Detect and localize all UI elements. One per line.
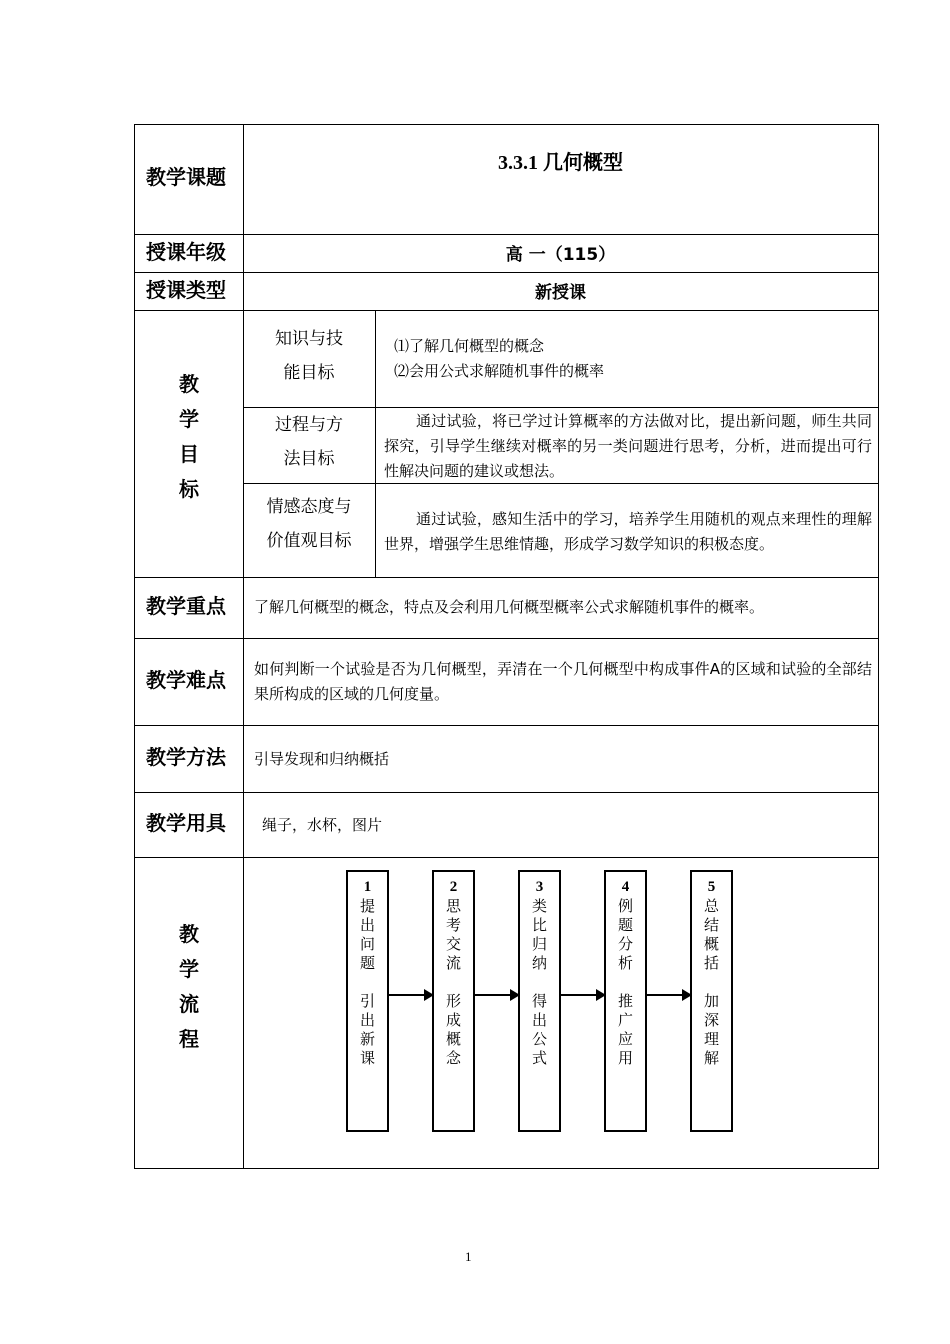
- difficulty-text: 如何判断一个试验是否为几何概型，弄清在一个几何概型中构成事件A的区域和试验的全部结果所构成的区域的几何度量。: [254, 660, 872, 703]
- table-border: [134, 857, 879, 858]
- tools-text: 绳子，水杯，图片: [262, 816, 383, 834]
- flow-step-5: [690, 870, 733, 1132]
- table-border: [134, 577, 879, 578]
- difficulty-label: 教学难点: [146, 668, 226, 692]
- flow-step-top-text: 类比归纳: [531, 897, 547, 972]
- flow-step-number: 1: [363, 879, 372, 895]
- grade-value: 高 一（115）: [505, 245, 616, 265]
- key-point-label: 教学重点: [146, 594, 226, 618]
- objective-knowledge-label: 知识与技 能目标: [275, 329, 343, 383]
- flow-step-number: 3: [535, 879, 544, 895]
- flow-step-number: 5: [707, 879, 716, 895]
- flow-step-1: [346, 870, 389, 1132]
- key-point-text: 了解几何概型的概念，特点及会利用几何概型概率公式求解随机事件的概率。: [254, 598, 765, 616]
- objective-process-label: 过程与方 法目标: [275, 415, 343, 469]
- table-border: [134, 272, 879, 273]
- objective-knowledge-text-1: ⑴了解几何概型的概念: [394, 337, 545, 355]
- method-label: 教学方法: [146, 745, 226, 769]
- flow-step-top-text: 例题分析: [617, 897, 633, 972]
- flow-step-bottom-text: 得出公式: [531, 992, 547, 1067]
- topic-value: 3.3.1 几何概型: [498, 152, 623, 174]
- flow-step-bottom-text: 引出新课: [359, 992, 375, 1067]
- table-border: [134, 725, 879, 726]
- table-border: [134, 234, 879, 235]
- table-border: [134, 638, 879, 639]
- objective-knowledge-text-2: ⑵会用公式求解随机事件的概率: [394, 362, 605, 380]
- page-number: 1: [465, 1249, 472, 1264]
- table-border: [134, 310, 879, 311]
- flow-step-top-text: 思考交流: [445, 897, 461, 972]
- table-border: [878, 124, 879, 1169]
- topic-label: 教学课题: [146, 165, 226, 189]
- flow-step-top-text: 提出问题: [359, 897, 375, 972]
- method-text: 引导发现和归纳概括: [254, 750, 390, 768]
- flow-step-number: 2: [449, 879, 458, 895]
- process-label: 教 学 流 程: [179, 922, 199, 1051]
- flow-step-4: [604, 870, 647, 1132]
- table-border: [134, 1168, 879, 1169]
- objective-emotion-label: 情感态度与 价值观目标: [266, 497, 352, 551]
- table-border: [134, 124, 879, 125]
- grade-label: 授课年级: [146, 240, 226, 264]
- flow-step-bottom-text: 加深理解: [703, 992, 719, 1067]
- flow-step-number: 4: [621, 879, 630, 895]
- table-border: [134, 124, 135, 1169]
- objective-emotion-text: 通过试验，感知生活中的学习，培养学生用随机的观点来理性的理解世界，增强学生思维情趣，形成学习数学知识的积极态度。: [384, 510, 872, 553]
- flow-arrow: [647, 994, 690, 996]
- objectives-label: 教 学 目 标: [179, 372, 199, 501]
- flow-step-bottom-text: 形成概念: [445, 992, 461, 1067]
- tools-label: 教学用具: [146, 811, 226, 835]
- table-border: [134, 792, 879, 793]
- flow-step-bottom-text: 推广应用: [617, 992, 633, 1067]
- flow-arrow: [389, 994, 432, 996]
- flow-step-3: [518, 870, 561, 1132]
- objective-process-text: 通过试验，将已学过计算概率的方法做对比，提出新问题，师生共同探究，引导学生继续对概率的另一类问题进行思考，分析，进而提出可行性解决问题的建议或想法。: [384, 412, 872, 480]
- flow-step-2: [432, 870, 475, 1132]
- flow-arrow: [561, 994, 604, 996]
- flow-step-top-text: 总结概括: [703, 897, 719, 972]
- type-label: 授课类型: [146, 278, 226, 302]
- table-border: [375, 310, 376, 577]
- flow-arrow: [475, 994, 518, 996]
- type-value: 新授课: [535, 283, 586, 303]
